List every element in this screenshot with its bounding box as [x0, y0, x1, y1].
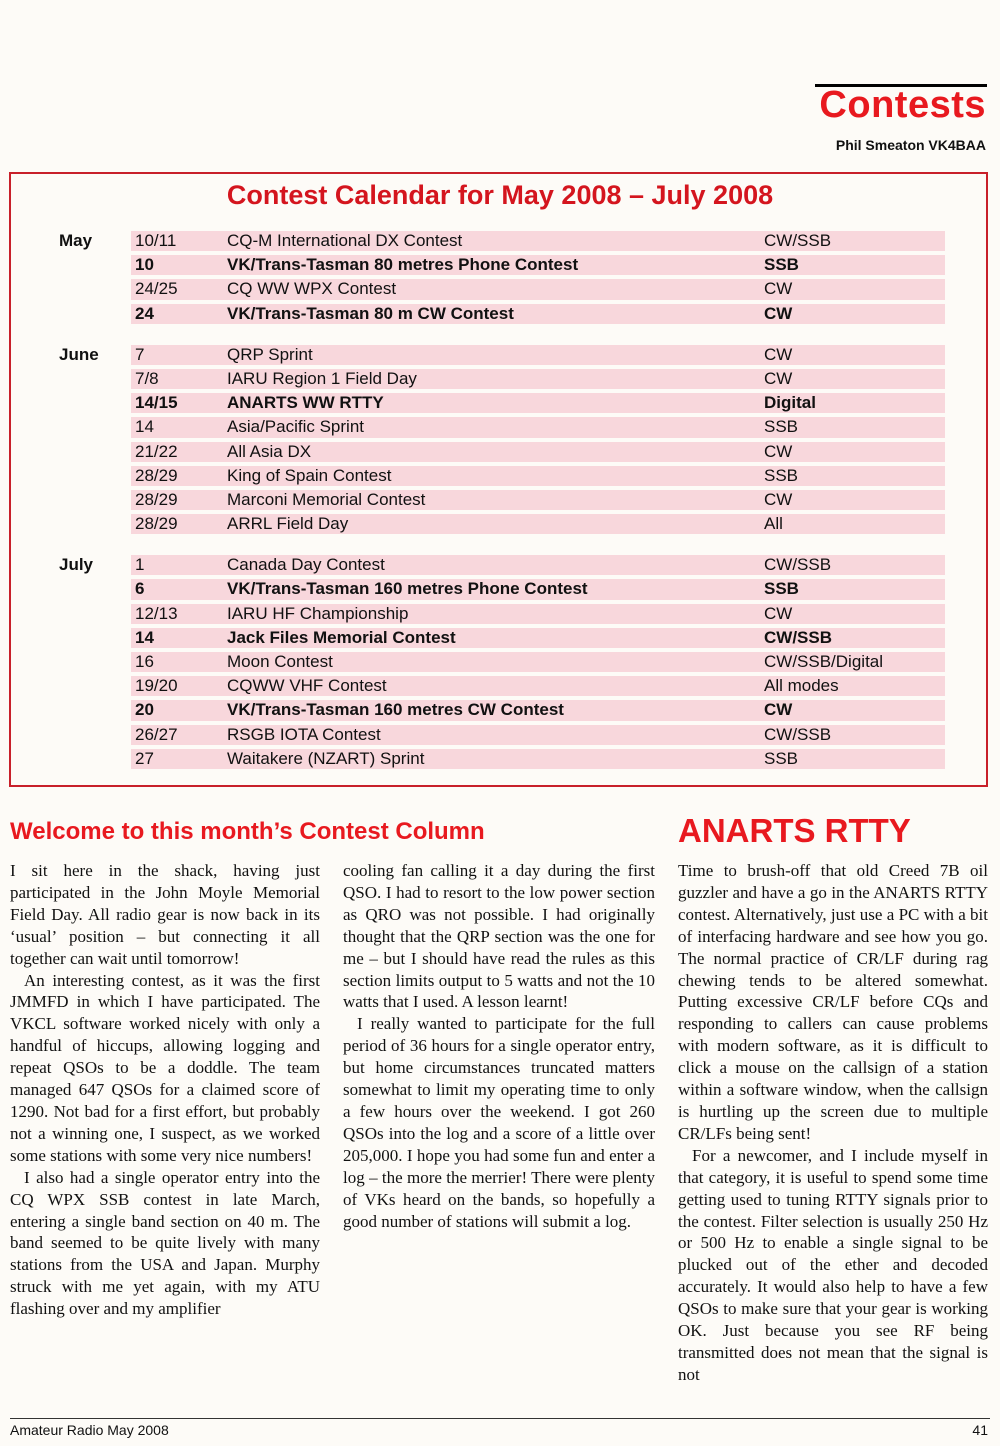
contest-dates: 14/15 [135, 393, 178, 413]
calendar-row [57, 302, 945, 326]
contest-name: ARRL Field Day [227, 514, 349, 534]
contest-dates: 10/11 [135, 231, 177, 250]
contest-name: IARU Region 1 Field Day [227, 368, 417, 388]
contest-dates: 6 [135, 579, 145, 599]
contest-dates: 16 [135, 652, 154, 671]
calendar-row [57, 253, 945, 277]
calendar-row [57, 602, 945, 626]
contest-mode: CW [764, 344, 793, 364]
calendar-row [57, 512, 945, 536]
contest-mode: CW [764, 489, 793, 509]
contest-name: ANARTS WW RTTY [227, 393, 384, 413]
contest-mode: SSB [764, 465, 799, 485]
calendar-row [57, 577, 945, 601]
contest-mode: CW [764, 700, 793, 720]
calendar-row [57, 367, 945, 391]
article-paragraph: For a newcomer, and I include myself in that category, it is useful to spend some time getting used to tuning RTTY signals prior to the contest. Filter selection is usually 250 Hz or 500 Hz to enable a single signal to be plucked out of the ether and decoded accurately. It would also help to have a few QSOs to make sure that your gear is working OK. Just because you see RF being transmitted does not mean that the signal is not [678, 1145, 988, 1384]
contest-name: VK/Trans-Tasman 80 m CW Contest [227, 303, 514, 323]
contest-dates: 21/22 [135, 441, 178, 461]
contest-name: Jack Files Memorial Contest [227, 627, 456, 647]
contest-name: QRP Sprint [227, 344, 313, 364]
contest-name: CQ-M International DX Contest [227, 231, 463, 250]
article-paragraph: Time to brush-off that old Creed 7B oil guzzler and have a go in the ANARTS RTTY contest. Alternatively, just use a PC with a bit of interfacing hardware and see how you go. The normal practice of CR/LF during rag chewing tends to be altered somewhat. Putting excessive CR/LF before CQs and responding to callers can cause problems with modern software, as it is difficult to click a mouse on the callsign of a station within a software window, when the callsign is hurtling up the screen due to multiple CR/LFs being sent! [678, 861, 988, 1143]
month-label: June [59, 344, 99, 364]
footer-rule [10, 1418, 990, 1419]
contest-mode: CW/SSB [764, 555, 832, 575]
month-group [57, 343, 945, 537]
contest-name: King of Spain Contest [227, 465, 392, 485]
footer-publication: Amateur Radio May 2008 [10, 1422, 169, 1438]
calendar-row [57, 747, 945, 771]
contest-dates: 10 [135, 255, 154, 275]
page-number: 41 [972, 1422, 988, 1438]
contest-dates: 1 [135, 555, 145, 575]
month-label: July [59, 555, 94, 575]
contest-mode: CW/SSB [764, 627, 832, 647]
contest-name: RSGB IOTA Contest [227, 724, 381, 744]
calendar-row [57, 391, 945, 415]
contest-name: VK/Trans-Tasman 80 metres Phone Contest [227, 255, 579, 275]
calendar-row [57, 229, 945, 253]
article-paragraph: I sit here in the shack, having just participated in the John Moyle Memorial Field Day. All radio gear is now back in its ‘usual’ position – but connecting it all together can wait until tomorrow! [10, 861, 320, 968]
contest-mode: SSB [764, 255, 799, 275]
contest-mode: CW [764, 368, 793, 388]
contest-name: Waitakere (NZART) Sprint [227, 748, 425, 768]
contest-mode: SSB [764, 748, 799, 768]
contest-name: Canada Day Contest [227, 555, 385, 575]
contest-dates: 24 [135, 303, 154, 323]
contest-mode: CW [764, 279, 793, 299]
contest-name: Asia/Pacific Sprint [227, 417, 364, 437]
article-column-1 [10, 860, 320, 1405]
contest-name: Marconi Memorial Contest [227, 489, 426, 509]
welcome-heading: Welcome to this month’s Contest Column [10, 818, 485, 845]
contest-mode: CW/SSB/Digital [764, 652, 884, 671]
calendar-row [57, 626, 945, 650]
calendar-row [57, 723, 945, 747]
contest-dates: 24/25 [135, 279, 178, 299]
calendar-title: Contest Calendar for May 2008 – July 2008 [0, 180, 1000, 211]
contest-mode: SSB [764, 579, 799, 599]
contest-mode: CW/SSB [764, 724, 832, 744]
contest-mode: CW [764, 603, 793, 623]
contest-dates: 12/13 [135, 603, 178, 623]
contest-mode: CW [764, 303, 793, 323]
contest-name: CQWW VHF Contest [227, 676, 387, 696]
contest-dates: 14 [135, 417, 154, 437]
month-group [57, 229, 945, 326]
contest-dates: 27 [135, 748, 154, 768]
month-label: May [59, 231, 93, 250]
contest-name: CQ WW WPX Contest [227, 279, 397, 299]
contest-mode: All [764, 514, 783, 534]
article-paragraph: I really wanted to participate for the full period of 36 hours for a single operator entry, but home circumstances truncated matters somewhat to limit my operating time to only a few hours over the weekend. I got 260 QSOs into the log and a score of a little over 205,000. I hope you had some fun and enter a log – the more the merrier! There were plenty of VKs heard on the bands, so hopefully a good number of stations will submit a log. [343, 1014, 655, 1231]
author-byline: Phil Smeaton VK4BAA [835, 137, 986, 153]
article-column-2 [343, 860, 655, 1405]
contest-dates: 20 [135, 700, 154, 720]
contest-name: Moon Contest [227, 652, 333, 671]
contest-dates: 7/8 [135, 368, 159, 388]
contest-mode: SSB [764, 417, 799, 437]
contest-dates: 28/29 [135, 465, 178, 485]
calendar-row [57, 415, 945, 439]
contest-mode: All modes [764, 676, 839, 696]
contest-dates: 28/29 [135, 489, 178, 509]
calendar-row [57, 277, 945, 301]
contest-dates: 28/29 [135, 514, 178, 534]
calendar-row [57, 488, 945, 512]
contest-dates: 14 [135, 627, 154, 647]
month-group [57, 553, 945, 771]
contest-dates: 26/27 [135, 724, 178, 744]
contest-mode: Digital [764, 393, 816, 413]
contest-name: VK/Trans-Tasman 160 metres CW Contest [227, 700, 564, 720]
anarts-heading: ANARTS RTTY [678, 812, 911, 849]
calendar-row [57, 440, 945, 464]
anarts-column [678, 860, 988, 1405]
article-paragraph: An interesting contest, as it was the first JMMFD in which I have participated. The VKCL software worked nicely with only a handful of hiccups, allowing logging and repeat QSOs to be a doddle. The team managed 647 QSOs for a claimed score of 1290. Not bad for a first effort, but probably not a winning one, I suspect, as we worked some stations with some very nice numbers! [10, 970, 320, 1165]
calendar-row [57, 674, 945, 698]
contest-name: All Asia DX [227, 441, 312, 461]
contest-mode: CW/SSB [764, 231, 832, 250]
calendar-row [57, 650, 945, 674]
calendar-row [57, 464, 945, 488]
contest-calendar-table [57, 229, 945, 788]
calendar-row [57, 553, 945, 577]
contest-name: VK/Trans-Tasman 160 metres Phone Contest [227, 579, 588, 599]
article-paragraph: cooling fan calling it a day during the first QSO. I had to resort to the low power section as QRO was not possible. I had originally thought that the QRP section was the one for me – but I should have read the rules as this section limits output to 5 watts and not the 10 watts that I used. A lesson learnt! [343, 861, 655, 1012]
contest-name: IARU HF Championship [227, 603, 409, 623]
contest-mode: CW [764, 441, 793, 461]
contest-dates: 19/20 [135, 676, 178, 696]
contest-dates: 7 [135, 344, 145, 364]
calendar-row [57, 698, 945, 722]
article-paragraph: I also had a single operator entry into the CQ WPX SSB contest in late March, entering a single band section on 40 m. The band seemed to be quite lively with many stations from the USA and Japan. Murphy struck with me yet again, with my ATU flashing over and my amplifier [10, 1167, 320, 1319]
calendar-row [57, 343, 945, 367]
section-title: Contests [819, 84, 986, 126]
